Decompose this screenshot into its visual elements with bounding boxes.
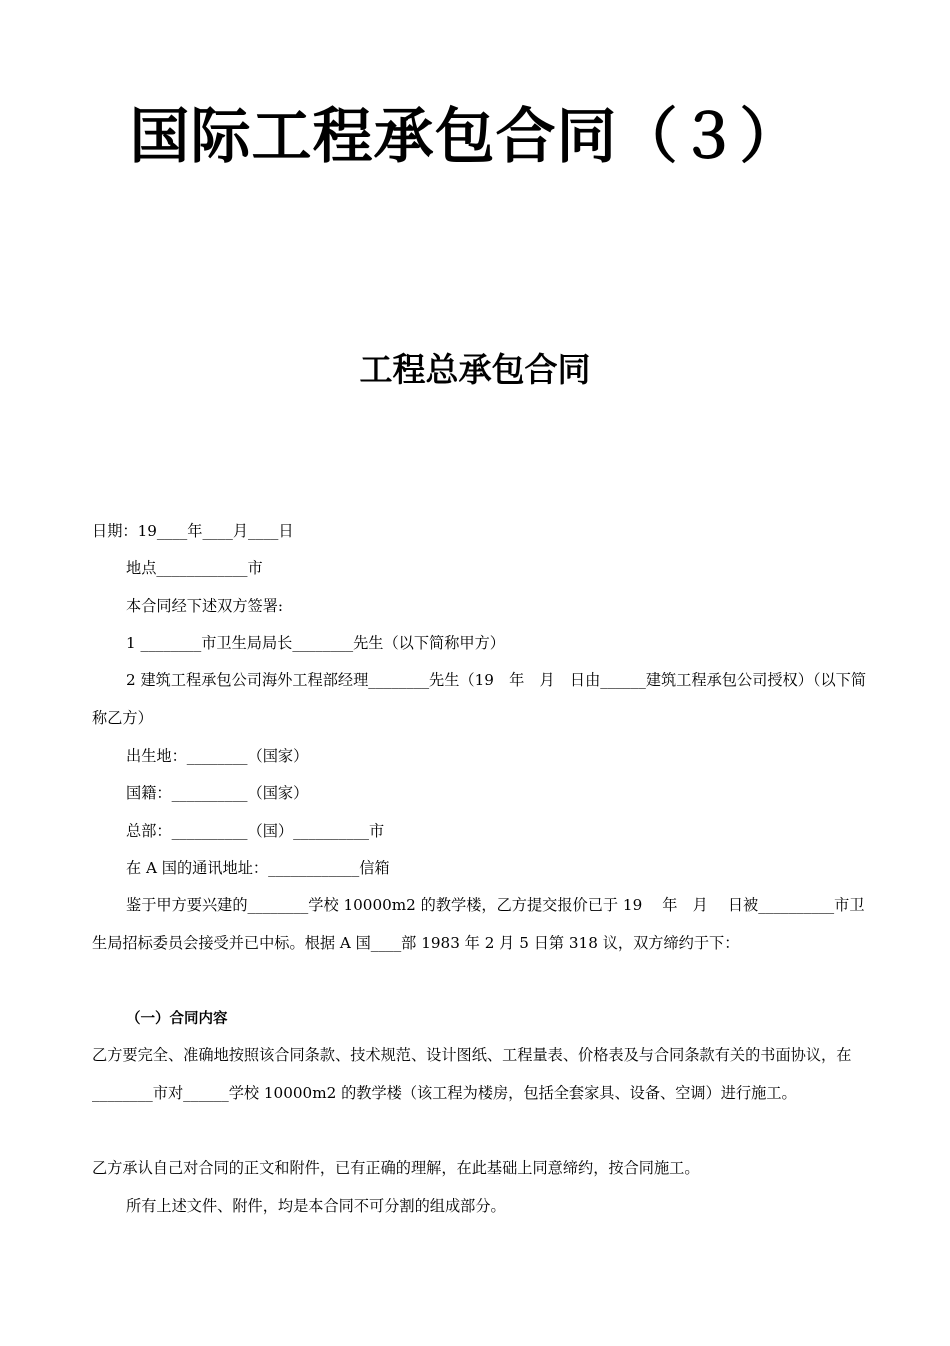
section1-paragraph2: 乙方承认自己对合同的正文和附件，已有正确的理解，在此基础上同意缔约，按合同施工。	[92, 1159, 700, 1177]
place-line: 地点____________市	[126, 559, 263, 577]
section1-paragraph3: 所有上述文件、附件，均是本合同不可分割的组成部分。	[126, 1197, 506, 1215]
party2-paragraph: 2 建筑工程承包公司海外工程部经理________先生（19 年 月 日由______建筑工程承包公司授权）（以下简称乙方）	[92, 671, 867, 727]
signed-by-line: 本合同经下述双方签署:	[126, 597, 283, 615]
main-title: 国际工程承包合同（３）	[129, 102, 801, 172]
section1-heading: （一）合同内容	[126, 1011, 228, 1027]
preamble-paragraph: 鉴于甲方要兴建的________学校 10000m2 的教学楼，乙方提交报价已于 19 年 月 日被__________市卫生局招标委员会接受并已中标。根据 A 国____部 1983 年 2 月 5 日第 318 议，双方缔约于下：	[92, 896, 865, 952]
birthplace-line: 出生地：________（国家）	[126, 747, 309, 765]
date-line: 日期：19____年____月____日	[92, 522, 294, 540]
nationality-line: 国籍：__________（国家）	[126, 784, 309, 802]
section1-paragraph1: 乙方要完全、准确地按照该合同条款、技术规范、设计图纸、工程量表、价格表及与合同条款有关的书面协议，在________市对______学校 10000m2 的教学楼（该工程为楼房，包括全套家具、设备、空调）进行施工。	[92, 1046, 852, 1102]
headquarters-line: 总部：__________（国）__________市	[126, 822, 385, 840]
sub-title: 工程总承包合同	[359, 350, 591, 389]
party1-line: 1 ________市卫生局局长________先生（以下简称甲方）	[126, 634, 505, 652]
address-line: 在 A 国的通讯地址：____________信箱	[126, 859, 390, 877]
